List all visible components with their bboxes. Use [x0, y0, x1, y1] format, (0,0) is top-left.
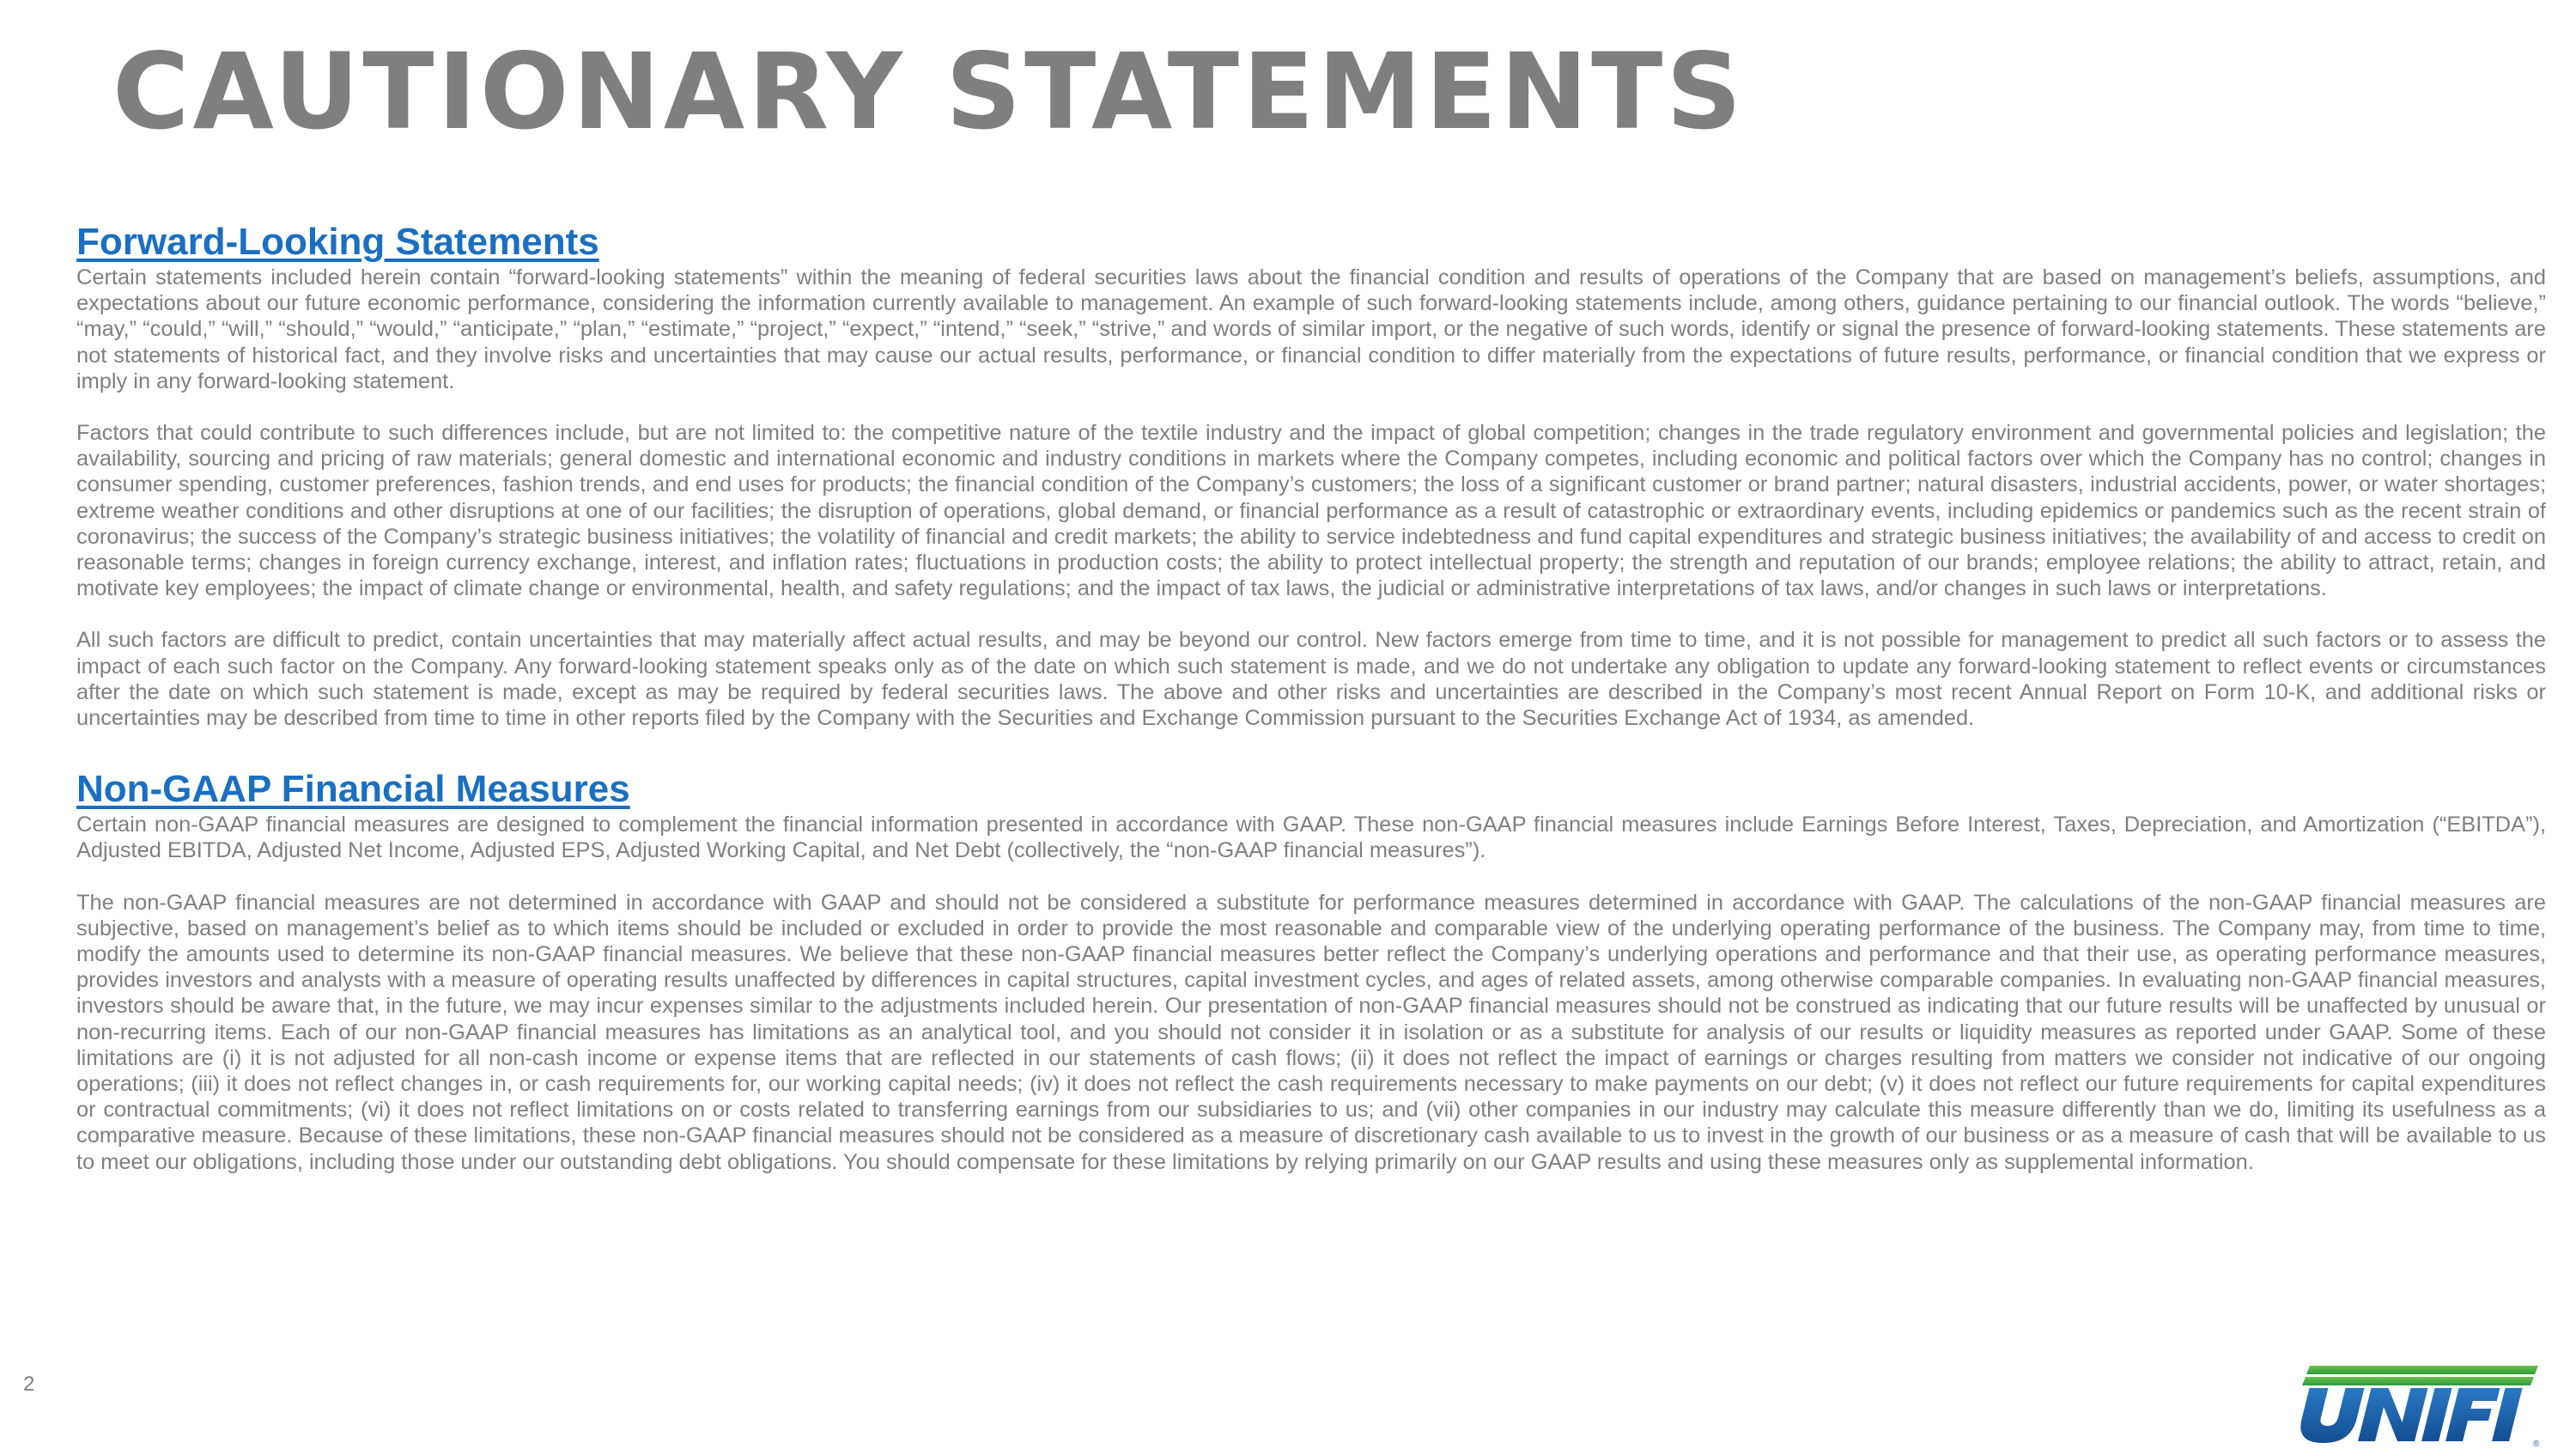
- content-body: [76, 220, 2546, 1175]
- non-gaap-paragraph-1: Certain non-GAAP financial measures are designed to complement the financial information presented in accordance with GAAP. These non-GAAP financial measures include Earnings Before Interest, Taxes, Depreciation, and Amortization (“EBITDA”), Adjusted EBITDA, Adjusted Net Income, Adjusted EPS, Adjusted Working Capital, and Net Debt (collectively, the “non-GAAP financial measures”).: [76, 813, 2546, 863]
- forward-looking-paragraph-3: All such factors are difficult to predict, contain uncertainties that may materially affect actual results, and may be beyond our control. New factors emerge from time to time, and it is not possible for management to predict all such factors or to assess the impact of each such factor on the Company. Any forward-looking statement speaks only as of the date on which such statement is made, and we do not undertake any obligation to update any forward-looking statement to reflect events or circumstances after the date on which such statement is made, except as may be required by federal securities laws. The above and other risks and uncertainties are described in the Company’s most recent Annual Report on Form 10-K, and additional risks or uncertainties may be described from time to time in other reports filed by the Company with the Securities and Exchange Commission pursuant to the Securities Exchange Act of 1934, as amended.: [76, 628, 2546, 731]
- non-gaap-heading[interactable]: Non-GAAP Financial Measures: [76, 768, 630, 811]
- logo-wordmark: [2296, 1388, 2523, 1443]
- non-gaap-section: [76, 767, 2546, 1175]
- forward-looking-paragraph-2: Factors that could contribute to such differences include, but are not limited to: the competitive nature of the textile industry and the impact of global competition; changes in the trade regulatory environment and governmental policies and legislation; the availability, sourcing and pricing of raw materials; general domestic and international economic and industry conditions in markets where the Company competes, including economic and political factors over which the Company has no control; changes in consumer spending, customer preferences, fashion trends, and end uses for products; the financial condition of the Company’s customers; the loss of a significant customer or brand partner; natural disasters, industrial accidents, power, or water shortages; extreme weather conditions and other disruptions at one of our facilities; the disruption of operations, global demand, or financial performance as a result of catastrophic or extraordinary events, including epidemics or pandemics such as the recent strain of coronavirus; the success of the Company’s strategic business initiatives; the volatility of financial and credit markets; the ability to service indebtedness and fund capital expenditures and strategic business initiatives; the availability of and access to credit on reasonable terms; changes in foreign currency exchange, interest, and inflation rates; fluctuations in production costs; the ability to protect intellectual property; the strength and reputation of our brands; employee relations; the ability to attract, retain, and motivate key employees; the impact of climate change or environmental, health, and safety regulations; and the impact of tax laws, the judicial or administrative interpretations of tax laws, and/or changes in such laws or interpretations.: [76, 421, 2546, 601]
- unifi-logo: [2291, 1366, 2549, 1448]
- forward-looking-paragraph-1: Certain statements included herein contain “forward-looking statements” within the meaning of federal securities laws about the financial condition and results of operations of the Company that are based on management’s beliefs, assumptions, and expectations about our future economic performance, considering the information currently available to management. An example of such forward-looking statements include, among others, guidance pertaining to our financial outlook. The words “believe,” “may,” “could,” “will,” “should,” “would,” “anticipate,” “plan,” “estimate,” “project,” “expect,” “intend,” “seek,” “strive,” and words of similar import, or the negative of such words, identify or signal the presence of forward-looking statements. These statements are not statements of historical fact, and they involve risks and uncertainties that may cause our actual results, performance, or financial condition to differ materially from the expectations of future results, performance, or financial condition that we express or imply in any forward-looking statement.: [76, 265, 2546, 393]
- forward-looking-heading[interactable]: Forward-Looking Statements: [76, 221, 599, 263]
- registered-mark: ®: [2533, 1440, 2540, 1448]
- logo-green-stripes: [2302, 1366, 2538, 1385]
- non-gaap-paragraph-2: The non-GAAP financial measures are not determined in accordance with GAAP and should not be considered a substitute for performance measures determined in accordance with GAAP. The calculations of the non-GAAP financial measures are subjective, based on management’s belief as to which items should be included or excluded in order to provide the most reasonable and comparable view of the underlying operating performance of the business. The Company may, from time to time, modify the amounts used to determine its non-GAAP financial measures. We believe that these non-GAAP financial measures better reflect the Company’s underlying operations and performance and that their use, as operating performance measures, provides investors and analysts with a measure of operating results unaffected by differences in capital structures, capital investment cycles, and ages of related assets, among otherwise comparable companies. In evaluating non-GAAP financial measures, investors should be aware that, in the future, we may incur expenses similar to the adjustments included herein. Our presentation of non-GAAP financial measures should not be construed as indicating that our future results will be unaffected by unusual or non-recurring items. Each of our non-GAAP financial measures has limitations as an analytical tool, and you should not consider it in isolation or as a substitute for analysis of our results or liquidity measures as reported under GAAP. Some of these limitations are (i) it is not adjusted for all non-cash income or expense items that are reflected in our statements of cash flows; (ii) it does not reflect the impact of earnings or charges resulting from matters we consider not indicative of our ongoing operations; (iii) it does not reflect changes in, or cash requirements for, our working capital needs; (iv) it does not reflect the cash requirements necessary to make payments on our debt; (v) it does not reflect our future requirements for capital expenditures or contractual commitments; (vi) it does not reflect limitations on or costs related to transferring earnings from our subsidiaries to us; and (vii) other companies in our industry may calculate this measure differently than we do, limiting its usefulness as a comparative measure. Because of these limitations, these non-GAAP financial measures should not be considered as a measure of discretionary cash available to us to invest in the growth of our business or as a measure of cash that will be available to us to meet our obligations, including those under our outstanding debt obligations. You should compensate for these limitations by relying primarily on our GAAP results and using these measures only as supplemental information.: [76, 890, 2546, 1174]
- forward-looking-section: [76, 220, 2546, 731]
- page-number: 2: [23, 1373, 35, 1396]
- page-title: CAUTIONARY STATEMENTS: [112, 31, 1746, 153]
